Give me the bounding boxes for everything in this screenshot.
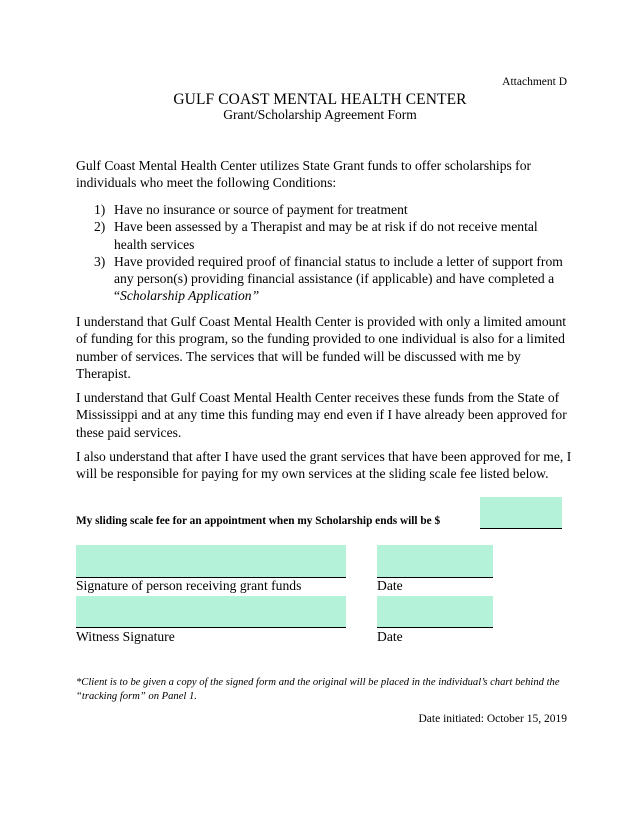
list-item-number: 3) <box>94 253 106 269</box>
witness-date-label: Date <box>377 629 403 644</box>
footnote: *Client is to be given a copy of the signed form and the original will be placed in the individual’s chart behind the “tracking form” on Panel 1. <box>76 677 560 702</box>
scholarship-application-title: Scholarship Application” <box>120 288 260 304</box>
recipient-date-field[interactable] <box>377 545 493 578</box>
recipient-date-label: Date <box>377 578 403 593</box>
funding-limit-paragraph: I understand that Gulf Coast Mental Health Center is provided with only a limited amount of funding for this program, so the funding provided to one individual is also for a limited number of services. The services that will be funded will be discussed with me by Therapist. <box>76 314 567 381</box>
list-item-number: 1) <box>94 202 106 217</box>
attachment-label: Attachment D <box>502 76 567 88</box>
form-title: Grant/Scholarship Agreement Form <box>223 107 417 122</box>
recipient-signature-field[interactable] <box>76 545 346 578</box>
recipient-signature-label: Signature of person receiving grant funds <box>76 578 302 593</box>
list-item-text: Have been assessed by a Therapist and may be at risk if do not receive mental health services <box>114 219 538 252</box>
sliding-fee-label: My sliding scale fee for an appointment when my Scholarship ends will be $ <box>76 515 441 527</box>
date-initiated: Date initiated: October 15, 2019 <box>418 713 567 725</box>
funding-source-paragraph: I understand that Gulf Coast Mental Health Center receives these funds from the State of Mississippi and at any time this funding may end even if I have already been approved for these paid services. <box>76 390 567 440</box>
sliding-fee-input[interactable] <box>480 497 562 529</box>
witness-signature-label: Witness Signature <box>76 629 175 644</box>
list-item <box>94 201 574 218</box>
list-item-text: Have no insurance or source of payment for treatment <box>114 202 408 217</box>
responsibility-paragraph: I also understand that after I have used the grant services that have been approved for me, I will be responsible for paying for my own services at the sliding scale fee listed below. <box>76 449 572 482</box>
witness-date-field[interactable] <box>377 596 493 628</box>
witness-signature-field[interactable] <box>76 596 346 628</box>
list-item-text: Have provided required proof of financial status to include a letter of support from any person(s) providing financial assistance (if applicable) and have completed a “ <box>114 253 563 304</box>
list-item <box>94 253 574 305</box>
list-item <box>94 218 574 253</box>
list-item-number: 2) <box>94 219 106 235</box>
organization-title: GULF COAST MENTAL HEALTH CENTER <box>173 91 467 108</box>
intro-paragraph: Gulf Coast Mental Health Center utilizes State Grant funds to offer scholarships for individuals who meet the following Conditions: <box>76 158 532 191</box>
conditions-list <box>94 201 574 305</box>
